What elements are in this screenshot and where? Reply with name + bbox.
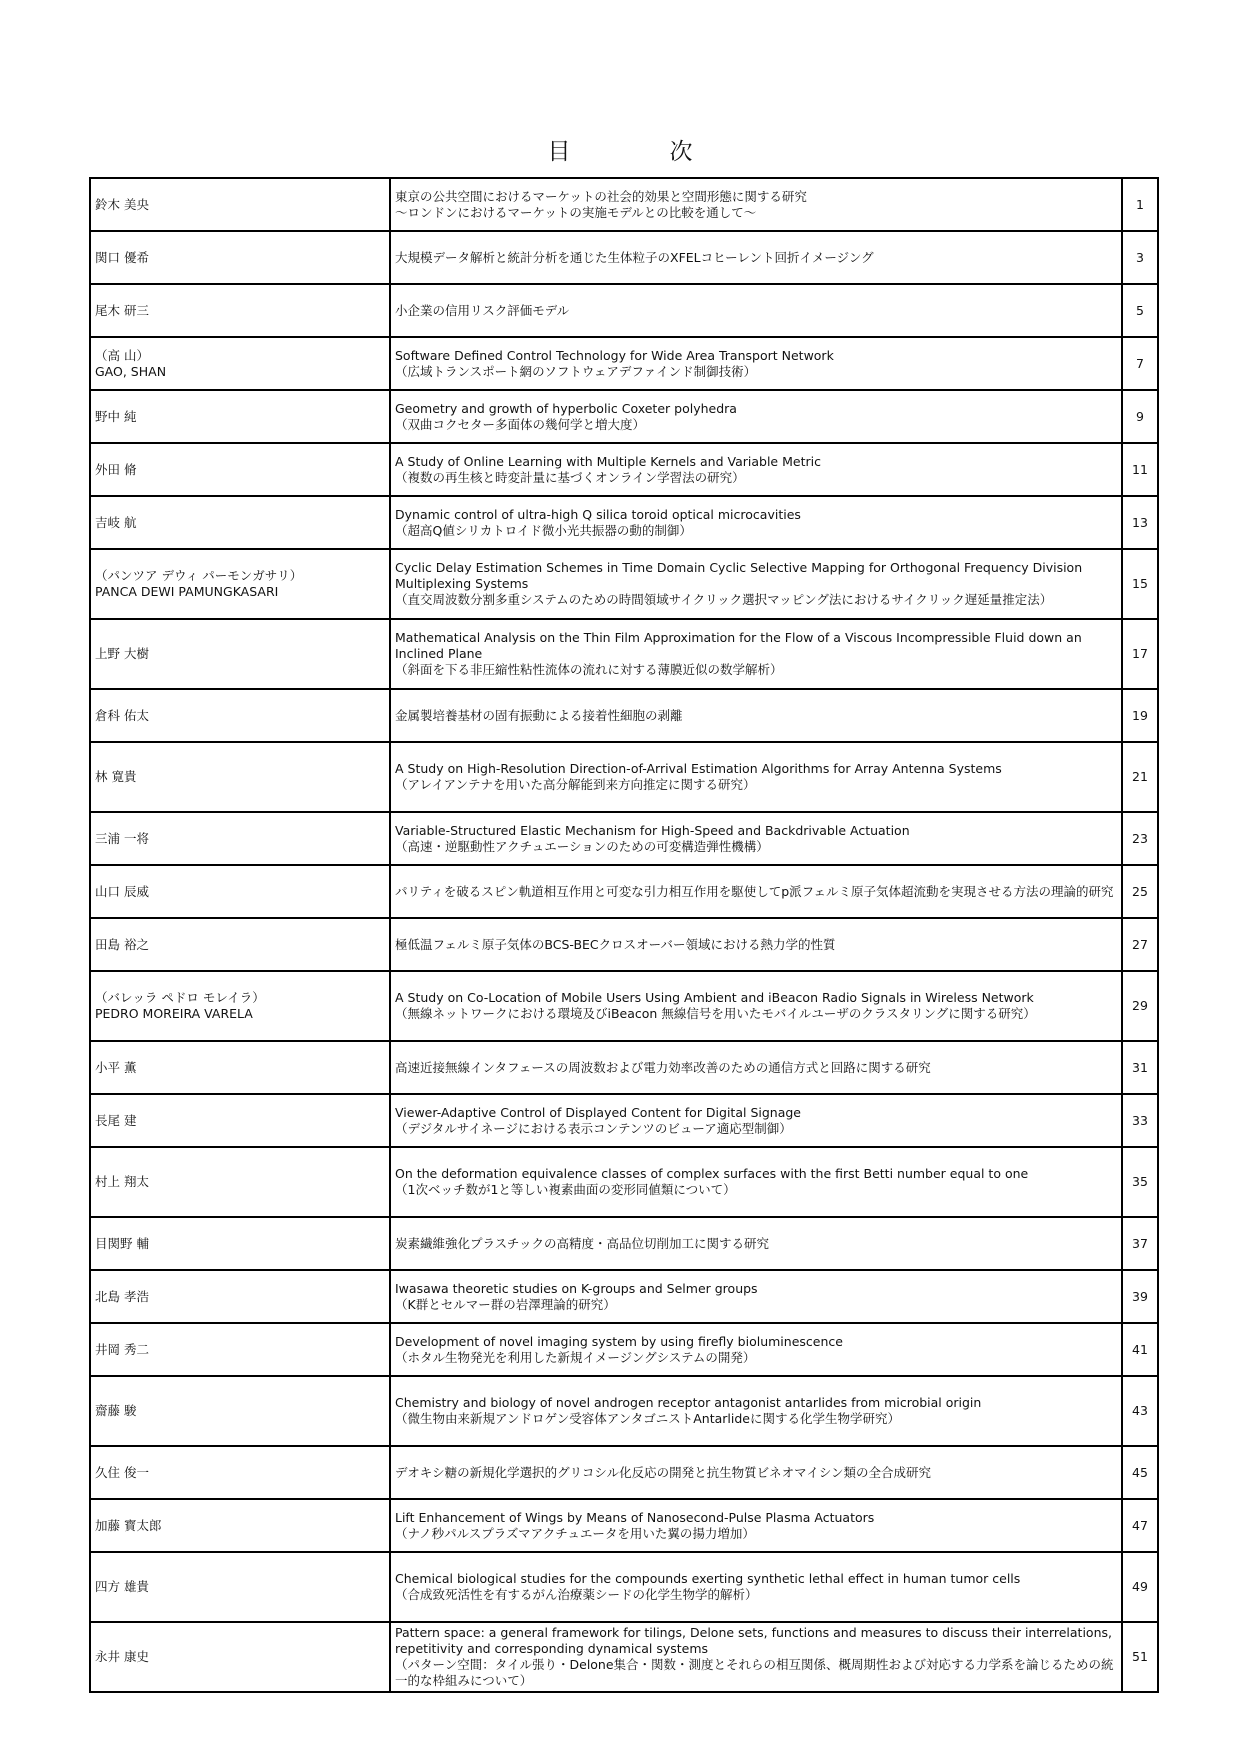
author-cell	[90, 337, 390, 390]
title-line: Development of novel imaging system by using firefly bioluminescence	[395, 1333, 843, 1349]
author-name: 村上 翔太	[95, 1174, 149, 1189]
title-cell	[390, 443, 1122, 496]
title-line: （1次ベッチ数が1と等しい複素曲面の変形同値類について）	[395, 1182, 736, 1197]
author-name: 目関野 輔	[95, 1235, 149, 1251]
table-row	[90, 1499, 1158, 1552]
author-cell	[90, 1270, 390, 1323]
title-cell	[390, 1217, 1122, 1270]
author-name: PEDRO MOREIRA VARELA	[95, 1006, 253, 1021]
page-number: 21	[1122, 742, 1158, 812]
table-row	[90, 1217, 1158, 1270]
author-cell	[90, 231, 390, 284]
title-cell	[390, 918, 1122, 971]
author-cell	[90, 918, 390, 971]
title-line: （ナノ秒パルスプラズマアクチュエータを用いた翼の揚力増加）	[395, 1525, 755, 1541]
table-row	[90, 231, 1158, 284]
title-line: 小企業の信用リスク評価モデル	[395, 302, 570, 318]
title-cell	[390, 231, 1122, 284]
title-line: 金属製培養基材の固有振動による接着性細胞の剥離	[395, 707, 683, 723]
table-row	[90, 1446, 1158, 1499]
author-cell	[90, 1446, 390, 1499]
title-line: 炭素繊維強化プラスチックの高精度・高品位切削加工に関する研究	[395, 1235, 770, 1251]
title-line: 高速近接無線インタフェースの周波数および電力効率改善のための通信方式と回路に関する研究	[395, 1059, 931, 1075]
author-cell	[90, 865, 390, 918]
table-row	[90, 1376, 1158, 1446]
title-cell	[390, 812, 1122, 865]
page-number: 29	[1122, 971, 1158, 1041]
title-cell	[390, 689, 1122, 742]
title-cell	[390, 390, 1122, 443]
author-cell	[90, 812, 390, 865]
title-line: Chemistry and biology of novel androgen receptor antagonist antarlides from microbial origin	[395, 1395, 982, 1410]
title-line: Mathematical Analysis on the Thin Film Approximation for the Flow of a Viscous Incompressible Fluid down an Inclined Plane	[395, 630, 1082, 661]
title-line: （双曲コクセター多面体の幾何学と増大度）	[395, 416, 646, 432]
page-number: 47	[1122, 1499, 1158, 1552]
title-line: （広域トランスポート網のソフトウェアデファインド制御技術）	[395, 363, 757, 379]
table-row	[90, 284, 1158, 337]
title-line: （無線ネットワークにおける環境及びiBeacon 無線信号を用いたモバイルユーザのクラスタリングに関する研究）	[395, 1006, 1036, 1021]
author-name: 林 寛貴	[95, 769, 137, 784]
page-number: 27	[1122, 918, 1158, 971]
author-name: （パンツア デウィ パーモンガサリ）	[95, 568, 303, 583]
title-cell	[390, 496, 1122, 549]
title-line: A Study on Co-Location of Mobile Users Using Ambient and iBeacon Radio Signals in Wireless Network	[395, 990, 1034, 1005]
table-row	[90, 742, 1158, 812]
author-name: 小平 薫	[95, 1059, 137, 1075]
page-number: 13	[1122, 496, 1158, 549]
title-cell	[390, 1552, 1122, 1622]
title-line: Cyclic Delay Estimation Schemes in Time Domain Cyclic Selective Mapping for Orthogonal Frequency Division Multiplexing Systems	[395, 560, 1083, 591]
title-cell	[390, 1376, 1122, 1446]
title-cell	[390, 1622, 1122, 1692]
title-line: 東京の公共空間におけるマーケットの社会的効果と空間形態に関する研究	[395, 188, 807, 204]
page-number: 11	[1122, 443, 1158, 496]
title-line: Viewer-Adaptive Control of Displayed Content for Digital Signage	[395, 1104, 801, 1120]
table-row	[90, 443, 1158, 496]
title-line: （直交周波数分割多重システムのための時間領域サイクリック選択マッピング法におけるサイクリック遅延量推定法）	[395, 592, 1053, 607]
table-row	[90, 619, 1158, 689]
title-line: （超高Q値シリカトロイド微小光共振器の動的制御）	[395, 522, 692, 538]
title-line: パリティを破るスピン軌道相互作用と可変な引力相互作用を駆使してp派フェルミ原子気体超流動を実現させる方法の理論的研究	[395, 883, 1114, 899]
author-name: 北島 孝浩	[95, 1288, 149, 1304]
author-name: 鈴木 美央	[95, 196, 149, 212]
title-cell	[390, 337, 1122, 390]
author-name: 永井 康史	[95, 1649, 149, 1664]
page-number: 31	[1122, 1041, 1158, 1094]
page-number: 25	[1122, 865, 1158, 918]
author-name: 加藤 寳太郎	[95, 1517, 162, 1533]
table-row	[90, 337, 1158, 390]
author-name: 齋藤 駿	[95, 1403, 137, 1418]
table-row	[90, 178, 1158, 231]
author-name: 久住 俊一	[95, 1464, 149, 1480]
title-line: Dynamic control of ultra-high Q silica toroid optical microcavities	[395, 506, 801, 522]
page-number: 43	[1122, 1376, 1158, 1446]
table-row	[90, 918, 1158, 971]
page-title: 目 次	[547, 139, 731, 165]
page-number: 33	[1122, 1094, 1158, 1147]
title-line: 大規模データ解析と統計分析を通じた生体粒子のXFELコヒーレント回折イメージング	[395, 249, 874, 265]
title-line: Iwasawa theoretic studies on K-groups and Selmer groups	[395, 1280, 758, 1296]
title-line: A Study on High-Resolution Direction-of-Arrival Estimation Algorithms for Array Antenna Systems	[395, 761, 1002, 776]
title-cell	[390, 865, 1122, 918]
author-cell	[90, 1094, 390, 1147]
table-row	[90, 1552, 1158, 1622]
page-number: 5	[1122, 284, 1158, 337]
title-cell	[390, 1147, 1122, 1217]
table-row	[90, 689, 1158, 742]
author-name: 田島 裕之	[95, 936, 149, 952]
author-cell	[90, 549, 390, 619]
title-cell	[390, 284, 1122, 337]
author-cell	[90, 284, 390, 337]
page-number: 3	[1122, 231, 1158, 284]
author-name: PANCA DEWI PAMUNGKASARI	[95, 584, 279, 599]
author-cell	[90, 1376, 390, 1446]
title-cell	[390, 178, 1122, 231]
title-cell	[390, 1041, 1122, 1094]
page-number: 49	[1122, 1552, 1158, 1622]
title-cell	[390, 1446, 1122, 1499]
table-row	[90, 812, 1158, 865]
title-line: Pattern space: a general framework for tilings, Delone sets, functions and measures to discuss their interrelations, repetitivity and corresponding dynamical systems	[395, 1625, 1112, 1656]
table-row	[90, 1323, 1158, 1376]
title-line: ～ロンドンにおけるマーケットの実施モデルとの比較を通して～	[395, 204, 757, 220]
title-cell	[390, 1499, 1122, 1552]
title-line: Software Defined Control Technology for Wide Area Transport Network	[395, 347, 834, 363]
author-cell	[90, 1499, 390, 1552]
author-name: 井岡 秀二	[95, 1341, 149, 1357]
author-cell	[90, 390, 390, 443]
title-line: Lift Enhancement of Wings by Means of Nanosecond-Pulse Plasma Actuators	[395, 1509, 875, 1525]
page-number: 17	[1122, 619, 1158, 689]
page-number: 39	[1122, 1270, 1158, 1323]
table-row	[90, 496, 1158, 549]
author-name: 長尾 建	[95, 1112, 137, 1128]
title-line: （合成致死活性を有するがん治療薬シードの化学生物学的解析）	[395, 1587, 758, 1602]
author-name: 四方 雄貴	[95, 1579, 149, 1594]
page-number: 41	[1122, 1323, 1158, 1376]
author-name: （高 山）	[95, 347, 149, 363]
table-row	[90, 1094, 1158, 1147]
author-cell	[90, 1217, 390, 1270]
title-line: （ホタル生物発光を利用した新規イメージングシステムの開発）	[395, 1349, 756, 1365]
page-number: 51	[1122, 1622, 1158, 1692]
author-name: 吉岐 航	[95, 514, 137, 530]
author-cell	[90, 971, 390, 1041]
table-row	[90, 1270, 1158, 1323]
title-line: Chemical biological studies for the compounds exerting synthetic lethal effect in human tumor cells	[395, 1571, 1021, 1586]
author-name: GAO, SHAN	[95, 363, 167, 379]
title-line: A Study of Online Learning with Multiple Kernels and Variable Metric	[395, 453, 821, 469]
title-line: （パターン空間：タイル張り・Delone集合・関数・測度とそれらの相互関係、概周期性および対応する力学系を論じるための統一的な枠組みについて）	[395, 1657, 1114, 1688]
title-line: On the deformation equivalence classes of complex surfaces with the first Betti number equal to one	[395, 1166, 1029, 1181]
title-line: （K群とセルマー群の岩澤理論的研究）	[395, 1296, 616, 1312]
author-cell	[90, 1552, 390, 1622]
author-cell	[90, 1147, 390, 1217]
author-name: 山口 辰威	[95, 883, 149, 899]
author-cell	[90, 496, 390, 549]
author-name: 三浦 一将	[95, 830, 149, 846]
author-cell	[90, 742, 390, 812]
title-cell	[390, 742, 1122, 812]
toc-body	[90, 178, 1158, 1692]
title-line: Variable-Structured Elastic Mechanism for High-Speed and Backdrivable Actuation	[395, 822, 910, 838]
title-line: （デジタルサイネージにおける表示コンテンツのビューア適応型制御）	[395, 1120, 792, 1136]
table-row	[90, 1622, 1158, 1692]
author-name: 上野 大樹	[95, 646, 149, 661]
title-line: Geometry and growth of hyperbolic Coxeter polyhedra	[395, 400, 737, 416]
title-cell	[390, 619, 1122, 689]
page-number: 1	[1122, 178, 1158, 231]
title-line: （アレイアンテナを用いた高分解能到来方向推定に関する研究）	[395, 777, 756, 792]
author-cell	[90, 619, 390, 689]
author-name: 尾木 研三	[95, 302, 149, 318]
page-number: 9	[1122, 390, 1158, 443]
table-row	[90, 1147, 1158, 1217]
table-row	[90, 971, 1158, 1041]
author-name: 関口 優希	[95, 249, 149, 265]
table-row	[90, 1041, 1158, 1094]
page-number: 35	[1122, 1147, 1158, 1217]
title-line: 極低温フェルミ原子気体のBCS-BECクロスオーバー領域における熱力学的性質	[395, 936, 836, 952]
author-cell	[90, 1622, 390, 1692]
title-line: （高速・逆駆動性アクチュエーションのための可変構造弾性機構）	[395, 838, 769, 854]
author-cell	[90, 1041, 390, 1094]
page-number: 7	[1122, 337, 1158, 390]
page-number: 19	[1122, 689, 1158, 742]
page-number: 45	[1122, 1446, 1158, 1499]
table-of-contents	[89, 177, 1159, 1693]
page-number: 37	[1122, 1217, 1158, 1270]
title-line: （微生物由来新規アンドロゲン受容体アンタゴニストAntarlideに関する化学生物学研究）	[395, 1411, 900, 1426]
table-row	[90, 390, 1158, 443]
title-cell	[390, 1270, 1122, 1323]
title-cell	[390, 971, 1122, 1041]
table-row	[90, 549, 1158, 619]
title-line: （斜面を下る非圧縮性粘性流体の流れに対する薄膜近似の数学解析）	[395, 662, 783, 677]
title-cell	[390, 1323, 1122, 1376]
author-name: 外田 脩	[95, 461, 137, 477]
title-line: デオキシ糖の新規化学選択的グリコシル化反応の開発と抗生物質ビネオマイシン類の全合成研究	[395, 1464, 932, 1480]
author-cell	[90, 178, 390, 231]
page-number: 15	[1122, 549, 1158, 619]
page-number: 23	[1122, 812, 1158, 865]
title-line: （複数の再生核と時変計量に基づくオンライン学習法の研究）	[395, 469, 745, 485]
author-name: 野中 純	[95, 408, 137, 424]
author-cell	[90, 1323, 390, 1376]
title-cell	[390, 1094, 1122, 1147]
author-cell	[90, 689, 390, 742]
author-cell	[90, 443, 390, 496]
author-name: 倉科 佑太	[95, 707, 149, 723]
title-cell	[390, 549, 1122, 619]
table-row	[90, 865, 1158, 918]
author-name: （バレッラ ペドロ モレイラ）	[95, 990, 265, 1005]
